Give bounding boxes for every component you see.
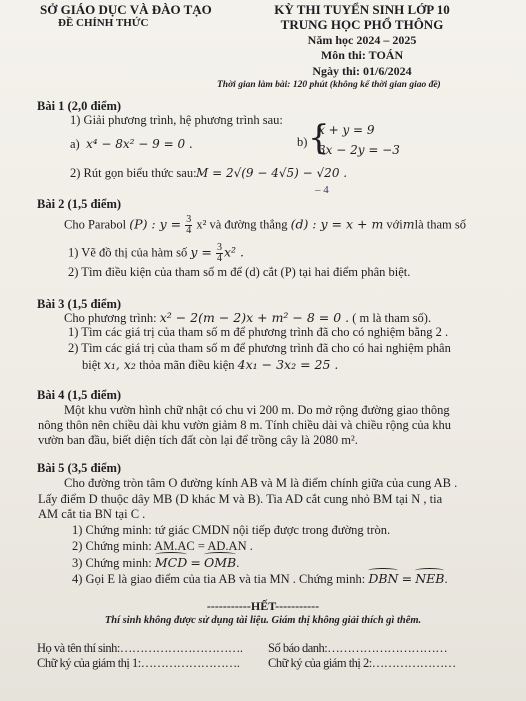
footer-note: Thí sinh không được sử dụng tài liệu. Giám thị không giải thích gì thêm. xyxy=(104,615,422,626)
bai5-q3-text: 3) Chứng minh: xyxy=(72,556,152,570)
fraction-denominator: 4 xyxy=(186,225,192,236)
bai4-title: Bài 4 (1,5 điểm) xyxy=(37,388,122,402)
angle-neb: NEB xyxy=(415,571,445,586)
candidate-id-field: Số báo danh:………………………… xyxy=(268,641,448,655)
handwritten-scribble: – 4 xyxy=(315,184,329,196)
bai5-question3 xyxy=(72,555,239,571)
bai1-a-equation: x⁴ − 8x² − 9 = 0 . xyxy=(86,137,193,151)
department-heading: SỞ GIÁO DỤC VÀ ĐÀO TẠO xyxy=(40,2,212,17)
parabol-label: (P) : y = xyxy=(129,216,182,232)
bai1-part2-expression: M = 2√(9 − 4√5) − √20 . xyxy=(196,166,348,180)
bai1-a-label: a) xyxy=(70,137,80,151)
bai5-question4 xyxy=(72,571,448,587)
bai5-line2: Lấy điểm D thuộc dây MB (D khác M và B). Tia AD cắt cung nhỏ BM tại N , tia xyxy=(38,492,443,506)
bai1-part1: 1) Giải phương trình, hệ phương trình sau: xyxy=(70,113,283,127)
bai3-equation: x² − 2(m − 2)x + m² − 8 = 0 . xyxy=(159,310,350,325)
bai2-question2: 2) Tìm điều kiện của tham số m để (d) cắt (P) tại hai điểm phân biệt. xyxy=(68,265,411,279)
school-year: Năm học 2024 – 2025 xyxy=(307,33,417,47)
bai4-line2: nông thôn nên chiều dài khu vườn giảm 8 m. Tính chiều dài và chiều rộng của khu xyxy=(38,418,452,432)
bai2-title: Bài 2 (1,5 điểm) xyxy=(37,197,122,211)
bai1-title: Bài 1 (2,0 điểm) xyxy=(37,99,122,113)
parabol-fraction xyxy=(185,215,192,236)
angle-dbn: DBN xyxy=(368,571,399,586)
q1-fraction-denominator: 4 xyxy=(216,253,222,264)
bai1-b-equation2: 3x − 2y = −3 xyxy=(318,143,400,157)
bai5-q3-equals: = xyxy=(190,555,201,570)
official-label: ĐỀ CHÍNH THỨC xyxy=(58,17,149,29)
bai5-question1: 1) Chứng minh: tứ giác CMDN nội tiếp được trong đường tròn. xyxy=(72,523,391,537)
proctor1-signature-field: Chữ ký của giám thị 1:……………………. xyxy=(37,656,240,670)
q1-fraction-numerator: 3 xyxy=(216,242,222,253)
end-marker: -----------HẾT----------- xyxy=(206,599,320,613)
candidate-name-field: Họ và tên thí sinh:…………………………. xyxy=(37,641,243,655)
bai3-question2-line1: 2) Tìm các giá trị của tham số m để phương trình đã cho có hai nghiệm phân xyxy=(68,341,451,355)
bai2-intro-text1: Cho Parabol xyxy=(64,217,127,232)
bai3-q2-condition: 4x₁ − 3x₂ = 25 . xyxy=(237,357,339,372)
bai5-question2: 2) Chứng minh: AM.AC = AD.AN . xyxy=(72,539,253,553)
bai2-q1-text: 1) Vẽ đồ thị của hàm số xyxy=(68,245,188,260)
bai2-intro-text3: với xyxy=(386,217,403,232)
exam-title-line1: KỲ THI TUYỂN SINH LỚP 10 xyxy=(274,2,450,17)
bai2-intro-text2: x² và đường thẳng xyxy=(196,217,288,232)
bai3-q2-roots: x₁, x₂ xyxy=(103,357,136,372)
bai3-q2-text1: biệt xyxy=(82,358,101,372)
subject: Môn thi: TOÁN xyxy=(320,48,404,62)
angle-omb: OMB xyxy=(203,555,237,570)
bai5-q4-equals: = xyxy=(401,571,413,586)
bai5-q3-end: . xyxy=(236,556,240,570)
bai1-b-label: b) xyxy=(297,135,308,149)
line-label: (d) : y = x + m xyxy=(290,216,384,232)
param-m: m xyxy=(402,216,415,232)
bai5-title: Bài 5 (3,5 điểm) xyxy=(37,461,122,475)
bai5-q4-end: . xyxy=(444,572,448,586)
angle-mcd: MCD xyxy=(154,555,188,570)
bai4-line3: vườn ban đầu, biết diện tích đất còn lại để trồng cây là 2080 m². xyxy=(38,433,358,447)
bai2-q1-x: x² . xyxy=(223,244,244,260)
bai2-q1-func: y = xyxy=(190,244,212,260)
exam-date: Ngày thi: 01/6/2024 xyxy=(312,64,412,78)
bai2-intro-text4: là tham số xyxy=(414,217,467,232)
bai3-param: ( m là tham số). xyxy=(352,311,432,325)
bai3-question2-line2 xyxy=(82,357,338,373)
bai5-q4-text: 4) Gọi E là giao điểm của tia AB và tia MN . Chứng minh: xyxy=(72,572,366,586)
time-note: Thời gian làm bài: 120 phút (không kể thời gian giao đề) xyxy=(217,80,441,90)
bai2-intro xyxy=(64,215,466,236)
bai1-part2-text: 2) Rút gọn biểu thức sau: xyxy=(70,166,197,180)
exam-title-line2: TRUNG HỌC PHỔ THÔNG xyxy=(280,17,444,32)
bai3-intro: Cho phương trình: xyxy=(64,311,157,325)
bai5-line3: AM cắt tia BN tại C . xyxy=(38,507,146,521)
bai3-title: Bài 3 (1,5 điểm) xyxy=(37,297,122,311)
bai4-line1: Một khu vườn hình chữ nhật có chu vi 200 m. Do mở rộng đường giao thông xyxy=(64,403,450,417)
proctor2-signature-field: Chữ ký của giám thị 2:………………… xyxy=(268,656,456,670)
q1-fraction xyxy=(216,243,223,264)
bai3-question1: 1) Tìm các giá trị của tham số m để phương trình đã cho có nghiệm bằng 2 . xyxy=(68,325,449,339)
bai3-q2-text2: thỏa mãn điều kiện xyxy=(139,358,235,372)
bai3-intro-line xyxy=(64,310,431,326)
bai1-b-equation1: x + y = 9 xyxy=(318,123,375,137)
fraction-numerator: 3 xyxy=(186,214,192,225)
bai5-line1: Cho đường tròn tâm O đường kính AB và M là điểm chính giữa của cung AB . xyxy=(64,476,458,490)
system-brace: { xyxy=(308,118,330,158)
bai2-question1 xyxy=(68,243,244,264)
